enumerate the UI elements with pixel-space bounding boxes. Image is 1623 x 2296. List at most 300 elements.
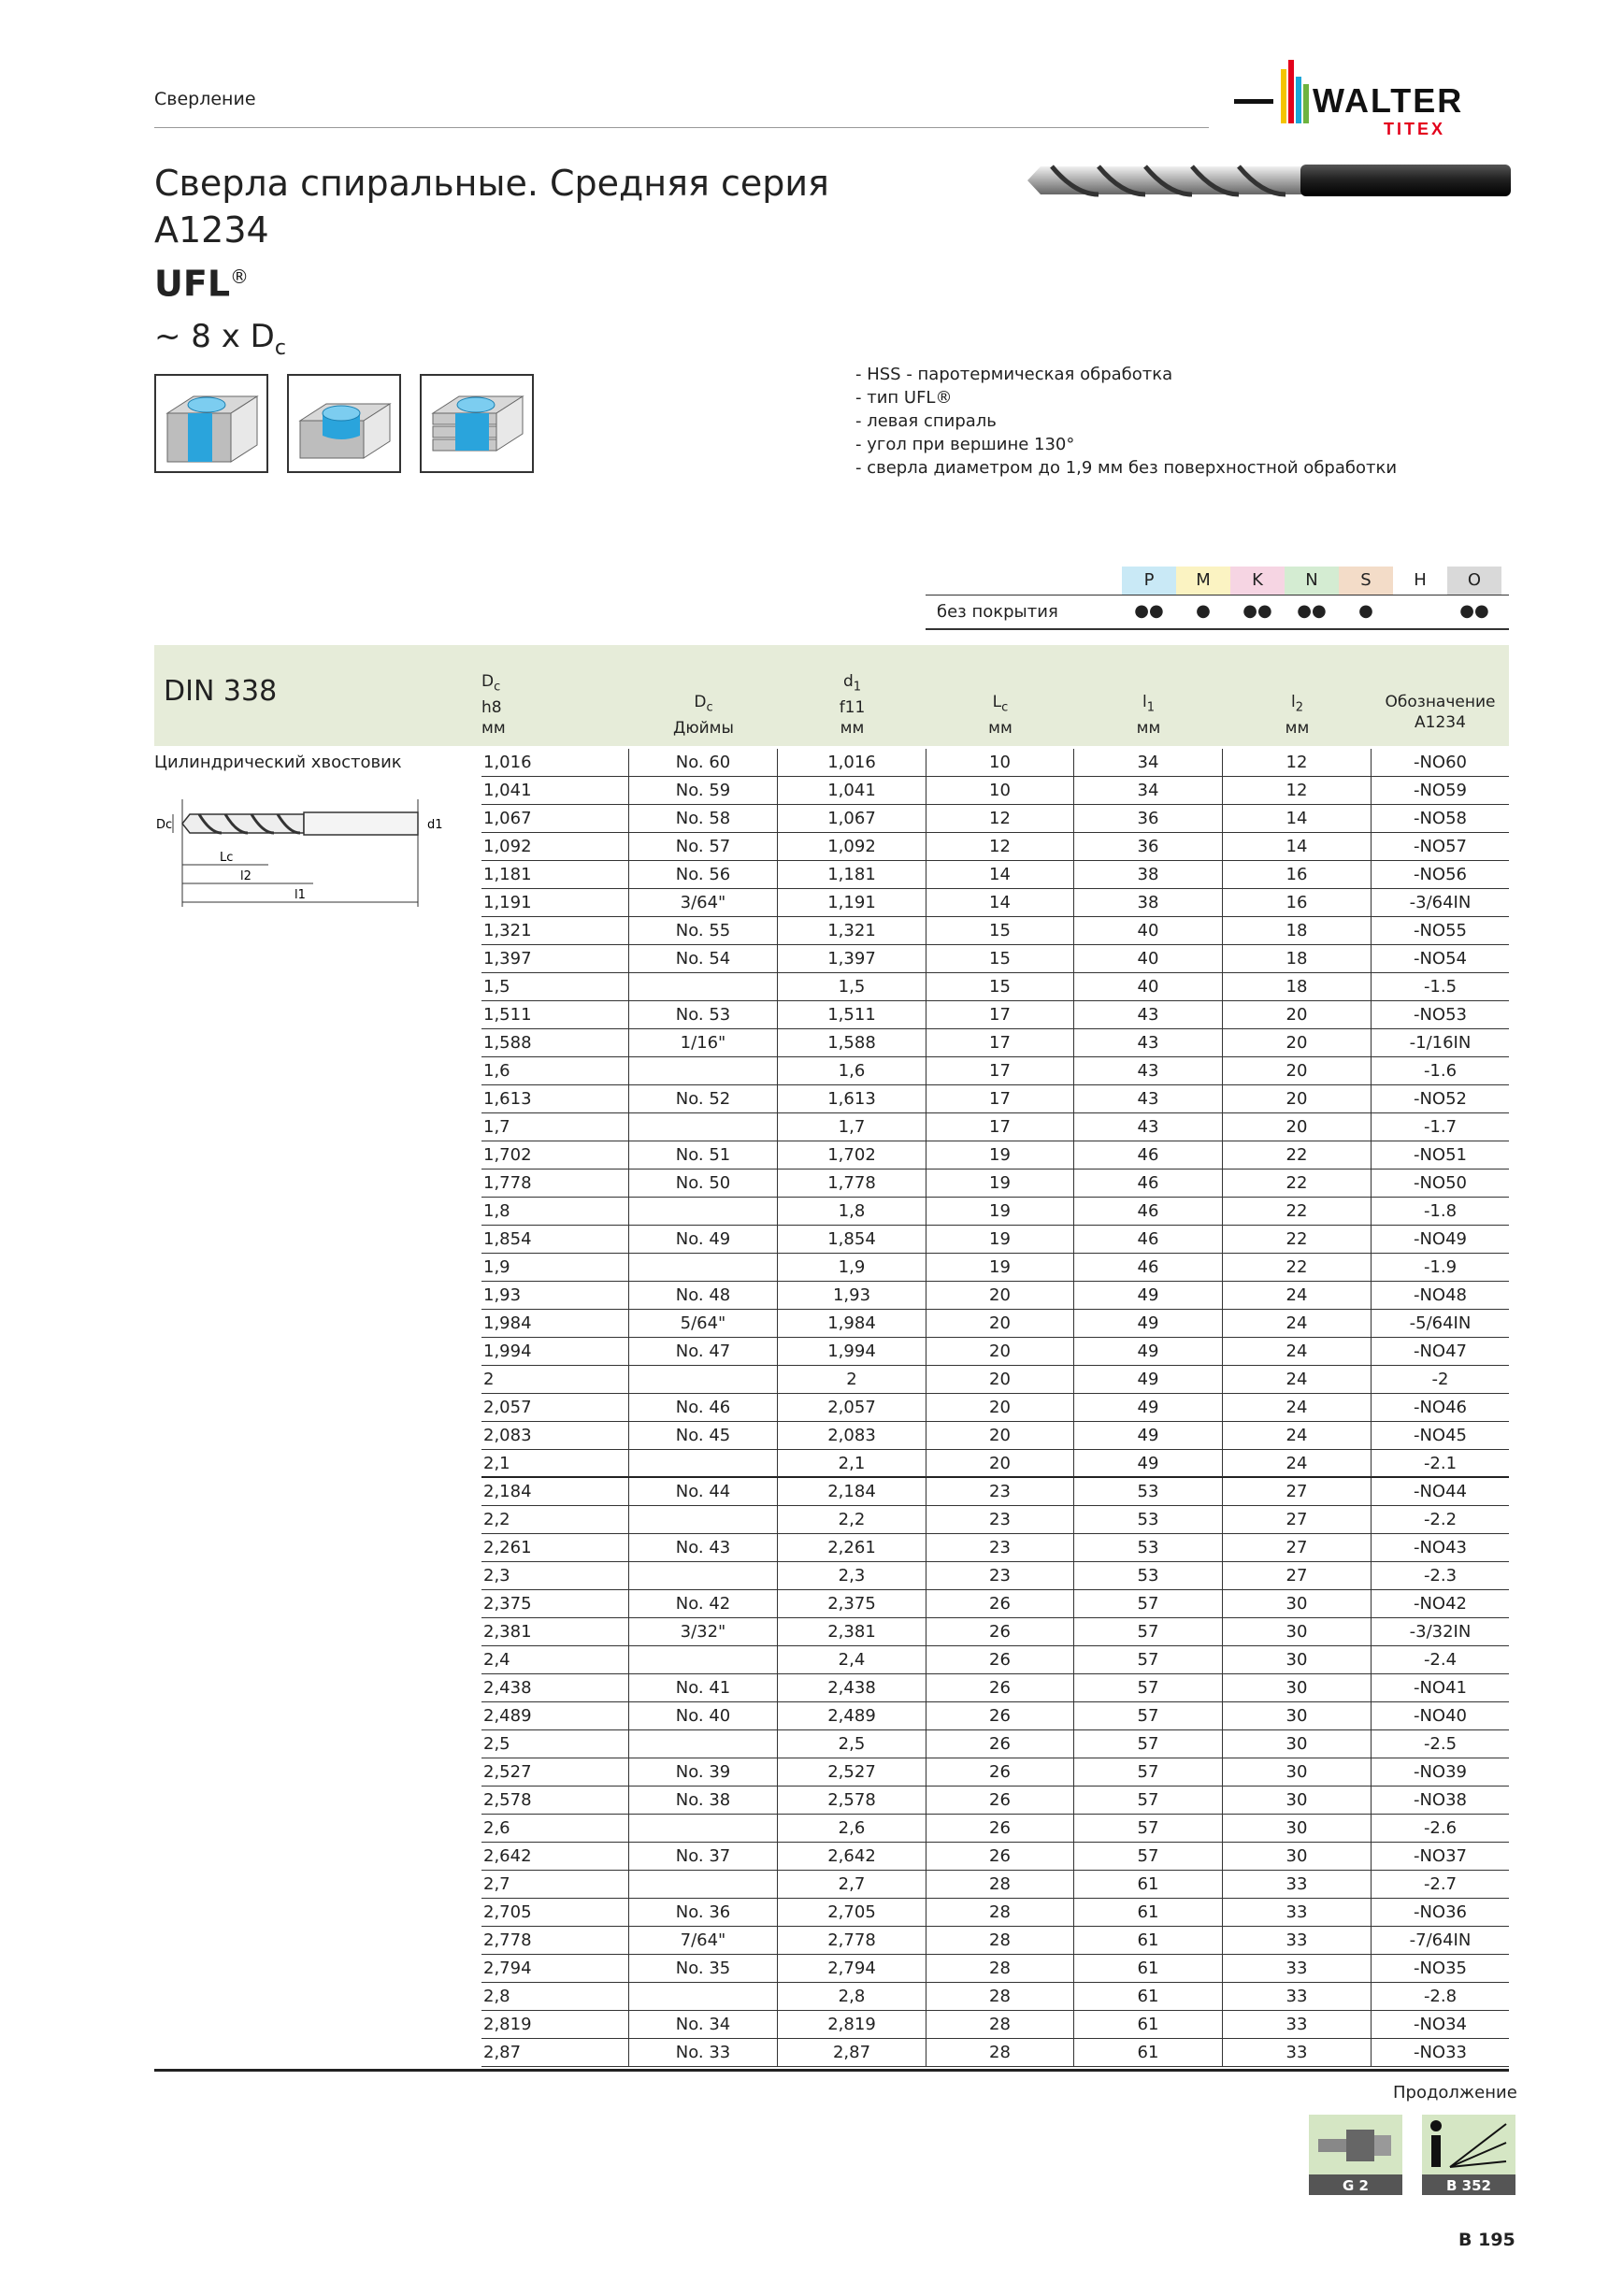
table-row xyxy=(481,833,1509,861)
cell-code: -2.8 xyxy=(1423,1987,1458,2006)
cell-inch: No. 56 xyxy=(629,861,778,888)
table-row xyxy=(481,889,1509,917)
cell-d1: 1,181 xyxy=(778,861,926,888)
cell-lc: 19 xyxy=(926,1198,1074,1225)
drill-table xyxy=(481,749,1509,2067)
cell-lc: 28 xyxy=(926,1927,1074,1954)
cell-d1: 2,4 xyxy=(778,1646,926,1673)
cell-inch: No. 60 xyxy=(629,749,778,776)
cell-l1: 53 xyxy=(1074,1478,1223,1505)
header-d1: $d_1$ f11 мм xyxy=(839,672,866,739)
table-row xyxy=(481,1001,1509,1029)
material-p: P xyxy=(1122,567,1176,595)
cell-l1: 61 xyxy=(1074,1899,1223,1926)
cell-inch: No. 42 xyxy=(629,1590,778,1617)
cell-code: -2.4 xyxy=(1423,1650,1458,1670)
cell-dc: 2,705 xyxy=(481,1899,629,1926)
cell-lc: 15 xyxy=(926,973,1074,1000)
cell-code: -2.2 xyxy=(1423,1510,1458,1529)
cell-dc: 1,702 xyxy=(481,1141,629,1169)
cell-l1: 36 xyxy=(1074,805,1223,832)
cell-code: -5/64IN xyxy=(1409,1313,1472,1333)
cell-code: -NO45 xyxy=(1413,1426,1468,1445)
cell-l2: 30 xyxy=(1223,1730,1372,1758)
cell-d1: 1,588 xyxy=(778,1029,926,1056)
cell-d1: 1,93 xyxy=(778,1282,926,1309)
cell-d1: 1,778 xyxy=(778,1170,926,1197)
cell-dc: 2,438 xyxy=(481,1674,629,1701)
cell-dc: 2,87 xyxy=(481,2039,629,2066)
cell-l1: 57 xyxy=(1074,1815,1223,1842)
cell-code: -NO54 xyxy=(1413,949,1468,969)
material-h: H xyxy=(1393,567,1447,595)
cell-dc: 1,067 xyxy=(481,805,629,832)
suitability-s: ● xyxy=(1358,601,1373,621)
cell-l1: 57 xyxy=(1074,1590,1223,1617)
cell-dc: 2,8 xyxy=(481,1983,629,2010)
cell-l2: 24 xyxy=(1223,1338,1372,1365)
cell-code: -1.9 xyxy=(1423,1257,1458,1277)
cell-inch: No. 33 xyxy=(629,2039,778,2066)
cell-lc: 17 xyxy=(926,1085,1074,1112)
cell-l2: 27 xyxy=(1223,1534,1372,1561)
cell-l2: 24 xyxy=(1223,1450,1372,1477)
cell-inch: 3/64" xyxy=(629,889,778,916)
cell-d1: 2,184 xyxy=(778,1478,926,1505)
cell-dc: 2,4 xyxy=(481,1646,629,1673)
section-label: Сверление xyxy=(154,89,256,109)
cell-inch: No. 57 xyxy=(629,833,778,860)
table-row xyxy=(481,1394,1509,1422)
cell-d1: 2,261 xyxy=(778,1534,926,1561)
ratio-sub: c xyxy=(274,336,286,360)
brand-main: WALTER xyxy=(1313,81,1464,120)
cell-inch: 7/64" xyxy=(629,1927,778,1954)
cell-d1: 2,083 xyxy=(778,1422,926,1449)
cell-d1: 2,527 xyxy=(778,1758,926,1786)
table-row xyxy=(481,1085,1509,1113)
cell-inch: No. 44 xyxy=(629,1478,778,1505)
cell-code: -NO50 xyxy=(1413,1173,1468,1193)
table-row xyxy=(481,1141,1509,1170)
cell-l2: 33 xyxy=(1223,1983,1372,2010)
cell-l1: 57 xyxy=(1074,1702,1223,1729)
cell-dc: 2,642 xyxy=(481,1843,629,1870)
cell-inch: No. 35 xyxy=(629,1955,778,1982)
cell-l2: 33 xyxy=(1223,2011,1372,2038)
cell-inch xyxy=(629,1562,778,1589)
cell-l2: 30 xyxy=(1223,1646,1372,1673)
cell-d1: 2 xyxy=(778,1366,926,1393)
cell-inch: No. 43 xyxy=(629,1534,778,1561)
cell-dc: 2,819 xyxy=(481,2011,629,2038)
cell-dc: 2,578 xyxy=(481,1787,629,1814)
cell-l1: 61 xyxy=(1074,2011,1223,2038)
cell-inch xyxy=(629,1983,778,2010)
cell-dc: 2,057 xyxy=(481,1394,629,1421)
cell-d1: 2,7 xyxy=(778,1871,926,1898)
cell-l2: 33 xyxy=(1223,1927,1372,1954)
drill-dimension-diagram xyxy=(154,790,453,921)
cell-l2: 24 xyxy=(1223,1366,1372,1393)
cell-lc: 26 xyxy=(926,1843,1074,1870)
cell-dc: 2,1 xyxy=(481,1450,629,1477)
cell-code: -NO49 xyxy=(1413,1229,1468,1249)
cell-inch xyxy=(629,1366,778,1393)
ref-label-g2: G 2 xyxy=(1343,2177,1369,2194)
cell-lc: 23 xyxy=(926,1534,1074,1561)
cell-inch: No. 55 xyxy=(629,917,778,944)
cell-dc: 2,261 xyxy=(481,1534,629,1561)
cell-inch: No. 46 xyxy=(629,1394,778,1421)
cell-l2: 24 xyxy=(1223,1282,1372,1309)
cell-code: -NO37 xyxy=(1413,1846,1468,1866)
cell-lc: 26 xyxy=(926,1590,1074,1617)
cell-inch: No. 54 xyxy=(629,945,778,972)
cell-dc: 2,375 xyxy=(481,1590,629,1617)
suitability-m: ● xyxy=(1196,601,1211,621)
table-row xyxy=(481,1282,1509,1310)
cell-lc: 14 xyxy=(926,861,1074,888)
product-code: A1234 xyxy=(154,209,269,251)
cell-lc: 10 xyxy=(926,777,1074,804)
suitability-p: ●● xyxy=(1134,601,1164,621)
suitability-o: ●● xyxy=(1459,601,1489,621)
cell-l2: 33 xyxy=(1223,1899,1372,1926)
cell-inch: No. 36 xyxy=(629,1899,778,1926)
cell-d1: 2,778 xyxy=(778,1927,926,1954)
cell-d1: 2,375 xyxy=(778,1590,926,1617)
cell-inch xyxy=(629,1871,778,1898)
cell-code: -2.5 xyxy=(1423,1734,1458,1754)
table-row xyxy=(481,1758,1509,1787)
cell-l1: 43 xyxy=(1074,1001,1223,1028)
cell-dc: 2,381 xyxy=(481,1618,629,1645)
table-row xyxy=(481,1450,1509,1478)
cell-d1: 2,5 xyxy=(778,1730,926,1758)
table-row xyxy=(481,1534,1509,1562)
cell-l1: 61 xyxy=(1074,1927,1223,1954)
cell-l1: 36 xyxy=(1074,833,1223,860)
cell-code: -1.8 xyxy=(1423,1201,1458,1221)
cell-dc: 2 xyxy=(481,1366,629,1393)
brand-sub: TITEX xyxy=(1384,120,1446,138)
cell-lc: 20 xyxy=(926,1310,1074,1337)
cell-code: -3/32IN xyxy=(1409,1622,1472,1642)
cell-code: -NO55 xyxy=(1413,921,1468,940)
table-row xyxy=(481,749,1509,777)
cell-l1: 40 xyxy=(1074,917,1223,944)
cell-dc: 1,588 xyxy=(481,1029,629,1056)
cell-inch xyxy=(629,1815,778,1842)
cell-lc: 19 xyxy=(926,1141,1074,1169)
feature-item: - угол при вершине 130° xyxy=(855,435,1075,454)
table-row xyxy=(481,1113,1509,1141)
cell-l2: 24 xyxy=(1223,1394,1372,1421)
cell-lc: 19 xyxy=(926,1226,1074,1253)
table-row xyxy=(481,1955,1509,1983)
cell-lc: 20 xyxy=(926,1450,1074,1477)
cell-inch xyxy=(629,1113,778,1141)
tool-holder-reference-icon[interactable] xyxy=(1309,2115,1402,2195)
cell-lc: 28 xyxy=(926,2011,1074,2038)
table-row xyxy=(481,1562,1509,1590)
cell-l1: 43 xyxy=(1074,1029,1223,1056)
cell-inch: 1/16" xyxy=(629,1029,778,1056)
cell-dc: 2,489 xyxy=(481,1702,629,1729)
cell-d1: 2,489 xyxy=(778,1702,926,1729)
stacked-plates-icon xyxy=(420,374,534,473)
cell-l1: 49 xyxy=(1074,1394,1223,1421)
cell-l1: 34 xyxy=(1074,749,1223,776)
cell-code: -2.6 xyxy=(1423,1818,1458,1838)
cell-l2: 30 xyxy=(1223,1618,1372,1645)
cell-code: -NO40 xyxy=(1413,1706,1468,1726)
cell-l2: 22 xyxy=(1223,1170,1372,1197)
cell-dc: 1,092 xyxy=(481,833,629,860)
cell-l2: 18 xyxy=(1223,973,1372,1000)
cell-lc: 10 xyxy=(926,749,1074,776)
cell-l1: 49 xyxy=(1074,1422,1223,1449)
cell-d1: 2,642 xyxy=(778,1843,926,1870)
table-row xyxy=(481,1057,1509,1085)
cell-lc: 20 xyxy=(926,1282,1074,1309)
cell-dc: 2,2 xyxy=(481,1506,629,1533)
cell-inch: No. 39 xyxy=(629,1758,778,1786)
cell-inch xyxy=(629,1254,778,1281)
cell-l2: 30 xyxy=(1223,1787,1372,1814)
diagram-label-dc: Dc xyxy=(156,818,173,832)
cell-l2: 33 xyxy=(1223,1955,1372,1982)
ref-label-b352: B 352 xyxy=(1446,2177,1491,2194)
cell-inch xyxy=(629,1730,778,1758)
cell-code: -NO51 xyxy=(1413,1145,1468,1165)
material-grid xyxy=(926,567,1501,628)
cell-dc: 2,7 xyxy=(481,1871,629,1898)
material-divider xyxy=(926,595,1509,596)
cell-dc: 1,93 xyxy=(481,1282,629,1309)
cell-d1: 1,994 xyxy=(778,1338,926,1365)
cell-l1: 49 xyxy=(1074,1366,1223,1393)
feature-list xyxy=(855,363,1397,480)
page-number: B 195 xyxy=(1458,2230,1515,2250)
info-reference-icon[interactable] xyxy=(1422,2115,1515,2195)
cell-code: -NO53 xyxy=(1413,1005,1468,1025)
suitability-n: ●● xyxy=(1297,601,1327,621)
header-divider xyxy=(154,127,1209,128)
cell-d1: 2,87 xyxy=(778,2039,926,2066)
cell-code: -NO57 xyxy=(1413,837,1468,856)
cell-code: -NO43 xyxy=(1413,1538,1468,1557)
cell-inch: No. 58 xyxy=(629,805,778,832)
cell-l2: 20 xyxy=(1223,1085,1372,1112)
continued-label: Продолжение xyxy=(1393,2083,1517,2102)
cell-d1: 2,6 xyxy=(778,1815,926,1842)
product-title: Сверла спиральные. Средняя серия xyxy=(154,163,829,204)
cell-lc: 28 xyxy=(926,1899,1074,1926)
coating-label: без покрытия xyxy=(937,601,1058,622)
cell-dc: 2,5 xyxy=(481,1730,629,1758)
table-row xyxy=(481,2039,1509,2067)
cell-l1: 46 xyxy=(1074,1170,1223,1197)
cell-lc: 19 xyxy=(926,1170,1074,1197)
cell-l1: 61 xyxy=(1074,1983,1223,2010)
cell-l2: 33 xyxy=(1223,2039,1372,2066)
table-row xyxy=(481,1871,1509,1899)
cell-l1: 57 xyxy=(1074,1618,1223,1645)
cell-d1: 1,9 xyxy=(778,1254,926,1281)
cell-dc: 2,778 xyxy=(481,1927,629,1954)
material-m: M xyxy=(1176,567,1230,595)
cell-inch: No. 45 xyxy=(629,1422,778,1449)
cell-d1: 2,1 xyxy=(778,1450,926,1477)
cell-lc: 20 xyxy=(926,1338,1074,1365)
cell-lc: 26 xyxy=(926,1702,1074,1729)
cell-l1: 61 xyxy=(1074,2039,1223,2066)
table-row xyxy=(481,1646,1509,1674)
cell-dc: 1,9 xyxy=(481,1254,629,1281)
cell-code: -NO39 xyxy=(1413,1762,1468,1782)
through-hole-icon xyxy=(154,374,268,473)
cell-inch xyxy=(629,1057,778,1084)
cell-inch: No. 49 xyxy=(629,1226,778,1253)
cell-dc: 1,778 xyxy=(481,1170,629,1197)
cell-l2: 30 xyxy=(1223,1843,1372,1870)
diagram-label-l1: l1 xyxy=(294,888,306,902)
cell-l1: 38 xyxy=(1074,861,1223,888)
cell-d1: 2,819 xyxy=(778,2011,926,2038)
cell-l2: 14 xyxy=(1223,833,1372,860)
cell-l1: 46 xyxy=(1074,1198,1223,1225)
cell-dc: 1,984 xyxy=(481,1310,629,1337)
cell-l2: 27 xyxy=(1223,1562,1372,1589)
cell-code: -NO41 xyxy=(1413,1678,1468,1698)
cell-code: -3/64IN xyxy=(1409,893,1472,912)
table-row xyxy=(481,1899,1509,1927)
blind-hole-icon xyxy=(287,374,401,473)
cell-l2: 12 xyxy=(1223,749,1372,776)
cell-dc: 1,5 xyxy=(481,973,629,1000)
cell-l2: 30 xyxy=(1223,1758,1372,1786)
cell-d1: 1,092 xyxy=(778,833,926,860)
cell-l1: 57 xyxy=(1074,1646,1223,1673)
cell-l1: 61 xyxy=(1074,1955,1223,1982)
cell-lc: 28 xyxy=(926,2039,1074,2066)
cell-l1: 57 xyxy=(1074,1730,1223,1758)
diagram-label-l2: l2 xyxy=(240,869,251,883)
cell-dc: 1,6 xyxy=(481,1057,629,1084)
material-bottom-rule xyxy=(926,628,1509,630)
cell-lc: 26 xyxy=(926,1787,1074,1814)
cell-l2: 22 xyxy=(1223,1226,1372,1253)
feature-item: - HSS - паротермическая обработка xyxy=(855,365,1173,384)
cell-lc: 15 xyxy=(926,917,1074,944)
table-row xyxy=(481,1029,1509,1057)
cell-d1: 1,511 xyxy=(778,1001,926,1028)
cell-inch xyxy=(629,1646,778,1673)
cell-l1: 57 xyxy=(1074,1787,1223,1814)
cell-code: -NO52 xyxy=(1413,1089,1468,1109)
cell-d1: 2,057 xyxy=(778,1394,926,1421)
cell-dc: 2,794 xyxy=(481,1955,629,1982)
cell-inch: No. 51 xyxy=(629,1141,778,1169)
table-row xyxy=(481,777,1509,805)
table-row xyxy=(481,1702,1509,1730)
table-row xyxy=(481,1478,1509,1506)
suitability-h xyxy=(1393,597,1447,625)
product-type xyxy=(154,254,249,307)
cell-lc: 28 xyxy=(926,1871,1074,1898)
cell-l1: 49 xyxy=(1074,1338,1223,1365)
cell-lc: 17 xyxy=(926,1057,1074,1084)
cell-lc: 26 xyxy=(926,1618,1074,1645)
cell-l1: 61 xyxy=(1074,1871,1223,1898)
cell-l2: 18 xyxy=(1223,945,1372,972)
table-row xyxy=(481,1674,1509,1702)
cell-l1: 46 xyxy=(1074,1226,1223,1253)
cell-inch: No. 59 xyxy=(629,777,778,804)
cell-d1: 1,067 xyxy=(778,805,926,832)
cell-dc: 2,184 xyxy=(481,1478,629,1505)
cell-inch: 5/64" xyxy=(629,1310,778,1337)
cell-code: -NO58 xyxy=(1413,809,1468,828)
cell-l1: 49 xyxy=(1074,1310,1223,1337)
cell-d1: 1,041 xyxy=(778,777,926,804)
cell-l2: 27 xyxy=(1223,1478,1372,1505)
cell-l1: 43 xyxy=(1074,1113,1223,1141)
cell-inch xyxy=(629,1198,778,1225)
cell-l1: 49 xyxy=(1074,1282,1223,1309)
cell-lc: 26 xyxy=(926,1646,1074,1673)
cell-lc: 20 xyxy=(926,1366,1074,1393)
cell-code: -NO44 xyxy=(1413,1482,1468,1501)
cell-l2: 16 xyxy=(1223,861,1372,888)
cell-d1: 2,2 xyxy=(778,1506,926,1533)
cell-d1: 2,8 xyxy=(778,1983,926,2010)
cell-l2: 33 xyxy=(1223,1871,1372,1898)
cell-l1: 53 xyxy=(1074,1506,1223,1533)
cell-l2: 30 xyxy=(1223,1815,1372,1842)
drill-product-image xyxy=(1024,159,1515,202)
cell-d1: 2,381 xyxy=(778,1618,926,1645)
cell-inch: No. 52 xyxy=(629,1085,778,1112)
cell-dc: 1,321 xyxy=(481,917,629,944)
cell-code: -NO47 xyxy=(1413,1342,1468,1361)
cell-d1: 2,578 xyxy=(778,1787,926,1814)
table-row xyxy=(481,1170,1509,1198)
feature-item: - левая спираль xyxy=(855,411,997,431)
cell-code: -NO56 xyxy=(1413,865,1468,884)
cell-code: -2.3 xyxy=(1423,1566,1458,1586)
table-row xyxy=(481,1310,1509,1338)
header-l1: $l_1$ мм xyxy=(1136,693,1161,739)
cell-l2: 24 xyxy=(1223,1422,1372,1449)
cell-l1: 57 xyxy=(1074,1758,1223,1786)
table-row xyxy=(481,805,1509,833)
cell-dc: 1,511 xyxy=(481,1001,629,1028)
table-row xyxy=(481,1198,1509,1226)
cell-dc: 1,7 xyxy=(481,1113,629,1141)
table-row xyxy=(481,2011,1509,2039)
cell-l2: 30 xyxy=(1223,1590,1372,1617)
table-bottom-rule xyxy=(154,2069,1509,2072)
cell-code: -NO38 xyxy=(1413,1790,1468,1810)
cell-code: -1.7 xyxy=(1423,1117,1458,1137)
cell-lc: 28 xyxy=(926,1983,1074,2010)
diagram-label-lc: Lc xyxy=(220,851,234,865)
header-inch: $D_c$ Дюймы xyxy=(673,693,734,739)
cell-d1: 1,7 xyxy=(778,1113,926,1141)
